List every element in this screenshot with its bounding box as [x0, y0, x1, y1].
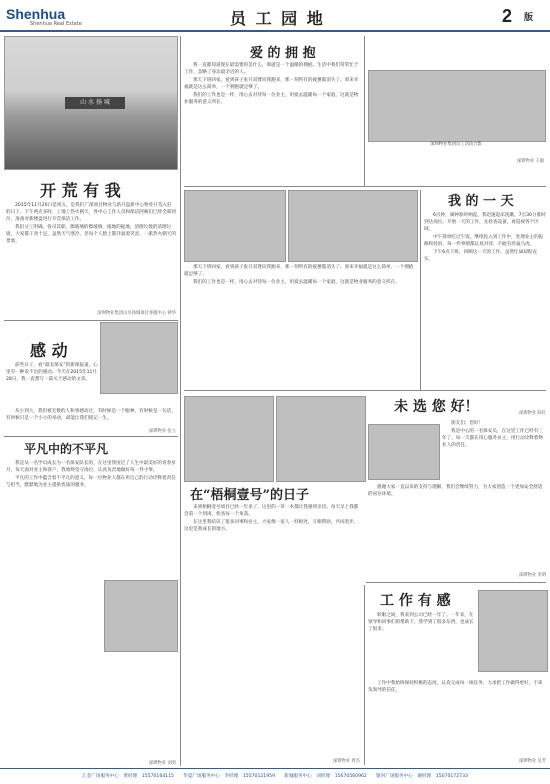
- paragraph: 6点钟，闹钟准时响起，我迅速起床洗漱，7点30分准时到达岗位。开始一天的工作，先检查设备，再巡视各个区域。: [424, 213, 546, 232]
- section-divider: [184, 390, 546, 391]
- article-body: [368, 680, 546, 756]
- shenhua-logo: Shenhua: [6, 6, 66, 22]
- byline: 深圳物业 张立: [148, 429, 176, 434]
- byline: 深圳物业集团山水扬城项目客服中心 钟华: [97, 311, 176, 316]
- logo-subtitle: Shenhua Real Estate: [30, 21, 82, 27]
- masthead-title: 员 工 园 地: [230, 9, 325, 28]
- article-title: 平凡中的不平凡: [24, 442, 109, 456]
- section-divider: [184, 186, 546, 187]
- article-body: [6, 460, 176, 580]
- paragraph: 我们的工作也是一样，用心去对待每一位业主，用爱去温暖每一个家庭，这就是物业服务的意义所在。: [193, 280, 400, 285]
- article-body: [184, 504, 360, 684]
- paragraph: 工作中我始终保持积极的态度，认真完成每一项任务，力求把工作做得更好，不辜负领导的信任。: [368, 681, 543, 693]
- team-photo: [4, 36, 178, 170]
- paragraph: 朋友们：您好！: [451, 421, 484, 426]
- photo: [184, 190, 286, 262]
- column-divider: [364, 36, 365, 186]
- portrait-photo: [478, 590, 548, 672]
- byline: 深圳物业 周杰: [332, 759, 360, 764]
- byline: 深圳物业 李明: [518, 573, 546, 578]
- byline: 深圳物业 王敏: [516, 159, 544, 164]
- photo: [184, 396, 274, 482]
- article-body: [424, 212, 546, 408]
- article-title: 开 荒 有 我: [40, 181, 121, 200]
- paragraph: 那天下班回家，看到孩子张开双臂向我跑来，那一刻所有的疲惫都消失了。原来幸福就是这么简单，一个拥抱就足够了。: [184, 78, 359, 90]
- group-photo: [368, 70, 546, 142]
- paragraph: 那天下班回家，看到孩子张开双臂向我跑来，那一刻所有的疲惫都消失了。原来幸福就是这么简单，一个拥抱就足够了。: [184, 265, 414, 277]
- section-divider: [366, 582, 546, 583]
- article-title: 感 动: [30, 341, 68, 360]
- paragraph: 转眼之间，我来到公司已经一年了。一年来，在领导和同事们的帮助下，我学到了很多东西，也成长了很多。: [368, 613, 474, 632]
- article-body: [6, 362, 98, 408]
- paragraph: 从小到大，我们被无数的人和事感动过，有时候是一个眼神，有时候是一句话，有时候只是一个小小的举动，却能让我们铭记一生。: [6, 409, 176, 421]
- portrait-photo: [100, 322, 178, 394]
- article-body: [368, 612, 474, 678]
- article-title: 未 选 您 好！: [394, 399, 479, 415]
- paragraph: 我一直都知道现在最需要的是什么，那就是一个温暖的拥抱。生活中我们常常忙于工作，忽略了身边最亲近的人。: [184, 63, 359, 75]
- column-divider: [180, 36, 181, 766]
- article-title: 工 作 有 感: [380, 593, 451, 609]
- section-divider: [4, 436, 178, 437]
- paragraph: 我们分工明确、各司其职，擦玻璃的擦玻璃，拖地的拖地，清理垃圾的清理垃圾，大家都干劲十足。虽然天气寒冷，但每个人脸上都洋溢着笑容，一派热火朝天的景象。: [6, 225, 176, 244]
- page-header: [0, 0, 550, 32]
- paragraph: 来到梧桐壹号项目已经一年多了，这里的一草一木都让我感到亲切。每天早上我都会第一个到岗，检查每一个角落。: [184, 505, 359, 517]
- byline: 深圳物业 陈红: [518, 411, 546, 416]
- byline: 深圳物业 刘勇: [148, 761, 176, 766]
- article-title: 我 的 一 天: [448, 194, 514, 209]
- photo: [276, 396, 366, 482]
- paragraph: 前些日子，看“最美保安”的新闻报道，心里有一种说不出的感动。今天在2015年11月28日，我一直想写一篇关于感动的文章。: [6, 363, 98, 382]
- column-divider: [364, 585, 365, 765]
- paragraph: 我们的工作也是一样，用心去对待每一位业主，用爱去温暖每一个家庭，这就是物业服务的意义所在。: [184, 93, 359, 105]
- article-body: [6, 408, 176, 428]
- photo-sign: 山 水 扬 城: [65, 97, 125, 109]
- article-body: [442, 420, 546, 480]
- paragraph: 下午6点下班，回顾这一天的工作，虽然忙碌却很充实。: [424, 250, 537, 262]
- paragraph: 我是从一名学员成长为一名保安队长的，在这里我度过了人生中最美好的青春岁月。每天面对业主和客户，我始终坚守岗位，认真负责地做好每一件小事。: [6, 461, 176, 473]
- article-body: [184, 62, 360, 182]
- page-footer: 汇金广场服务中心 黄经理 15570164115 华夏广场服务中心 李经理 15570121959 新城服务中心 刘经理 15670560962 银河广场服务中心 谢经理 15070172733: [0, 768, 550, 784]
- paragraph: 在这里我结识了很多同事和业主，大家像一家人一样相处，互相帮助，共同进步。这里是我成长的地方。: [184, 520, 359, 532]
- photo-caption: 深圳物业集团员工活动合影: [430, 142, 482, 147]
- article-body: [368, 484, 546, 572]
- paragraph: 平凡的工作中蕴含着不平凡的意义，每一位物业人都在用自己的行动诠释着责任与担当，默默地为业主提供优质的服务。: [6, 476, 176, 488]
- article-title: 爱 的 拥 抱: [250, 46, 316, 61]
- paragraph: 中午简单吃过午饭，继续投入到工作中，处理业主的报修和投诉，每一件事情都认真对待，不敢有丝毫马虎。: [424, 235, 544, 247]
- article-title: 在“梧桐壹号”的日子: [190, 488, 309, 503]
- page-label: 版: [524, 13, 534, 23]
- column-divider: [420, 190, 421, 390]
- portrait-photo: [368, 424, 440, 480]
- paragraph: 2015年11月20日是周五，是我们广深项目物业与新开盘新中心物业开荒入驻的日子。下午两点多时，工地上热火朝天，各中心工作人员和保洁阿姨们已经全部到位，准备对新楼盘进行开荒保洁工作。: [6, 203, 176, 222]
- byline: 深圳物业 吴芳: [518, 759, 546, 764]
- paragraph: 感谢大家一直以来的支持与理解，我们会继续努力，为大家创造一个更加安全舒适的居住环境。: [368, 485, 543, 497]
- article-body: [6, 202, 176, 310]
- article-body: [184, 264, 416, 384]
- photo: [288, 190, 418, 262]
- paragraph: 我是中心的一名保安员，在这里工作已经有三年了。每一天都在用心服务业主，用行动诠释着物业人的责任。: [442, 429, 544, 448]
- page-number: 2: [502, 6, 513, 26]
- section-divider: [4, 320, 178, 321]
- portrait-photo: [104, 580, 178, 652]
